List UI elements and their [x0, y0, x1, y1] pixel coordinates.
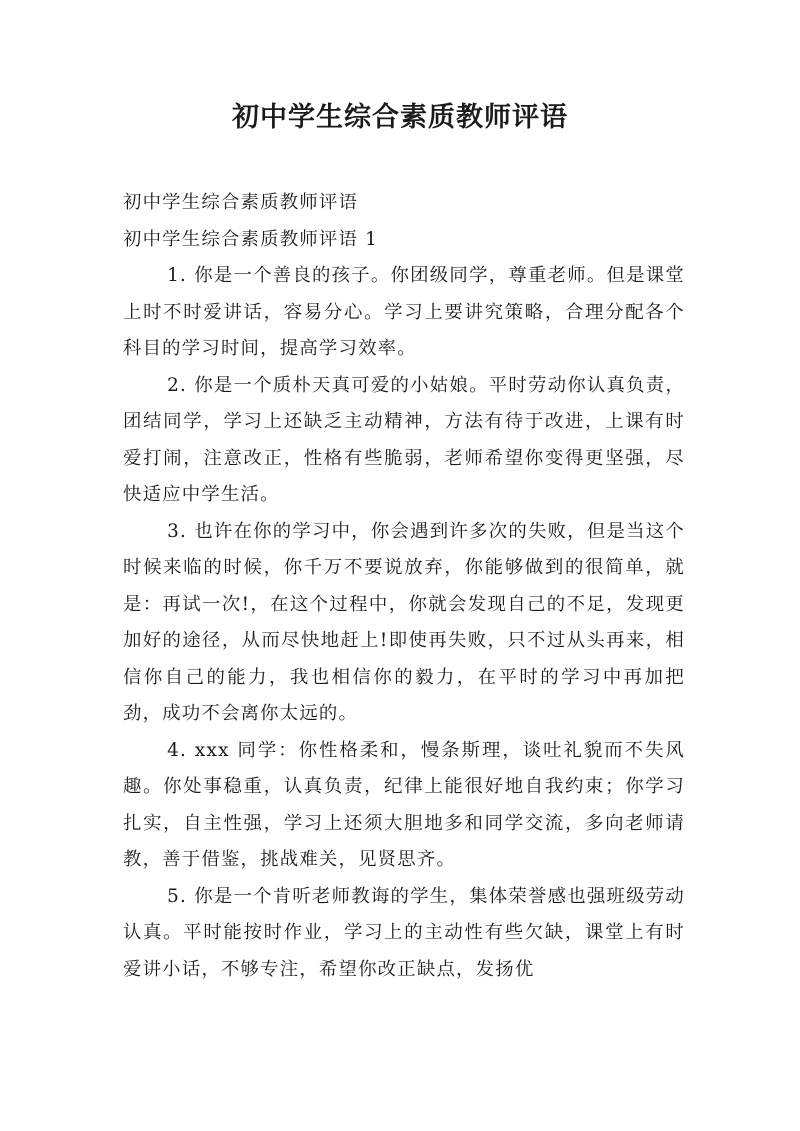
comment-paragraph-2: 2. 你是一个质朴天真可爱的小姑娘。平时劳动你认真负责，团结同学，学习上还缺乏主动精神，方法有待于改进，上课有时爱打闹，注意改正，性格有些脆弱，老师希望你变得更坚强，尽快适应中学生活。: [123, 374, 685, 505]
comment-paragraph-3: 3. 也许在你的学习中，你会遇到许多次的失败，但是当这个时候来临的时候，你千万不要说放弃，你能够做到的很简单，就是：再试一次!，在这个过程中，你就会发现自己的不足，发现更加好的途径，从而尽快地赶上!即使再失败，只不过从头再来，相信你自己的能力，我也相信你的毅力，在平时的学习中再加把劲，成功不会离你太远的。: [123, 520, 685, 724]
section-heading: 初中学生综合素质教师评语 1: [123, 228, 379, 250]
comment-paragraph-1: 1. 你是一个善良的孩子。你团级同学，尊重老师。但是课堂上时不时爱讲话，容易分心。学习上要讲究策略，合理分配各个科目的学习时间，提高学习效率。: [123, 265, 685, 359]
document-title: 初中学生综合素质教师评语: [232, 102, 568, 133]
comment-paragraph-4: 4. xxx 同学：你性格柔和，慢条斯理，谈吐礼貌而不失风趣。你处事稳重，认真负责，纪律上能很好地自我约束；你学习扎实，自主性强，学习上还须大胆地多和同学交流，多向老师请教，善于借鉴，挑战难关，见贤思齐。: [123, 739, 685, 870]
comment-paragraph-5: 5. 你是一个肯听老师教诲的学生，集体荣誉感也强班级劳动认真。平时能按时作业，学习上的主动性有些欠缺，课堂上有时爱讲小话，不够专注，希望你改正缺点，发扬优: [123, 885, 685, 980]
document-subtitle: 初中学生综合素质教师评语: [123, 192, 359, 213]
document-body: [123, 185, 685, 988]
